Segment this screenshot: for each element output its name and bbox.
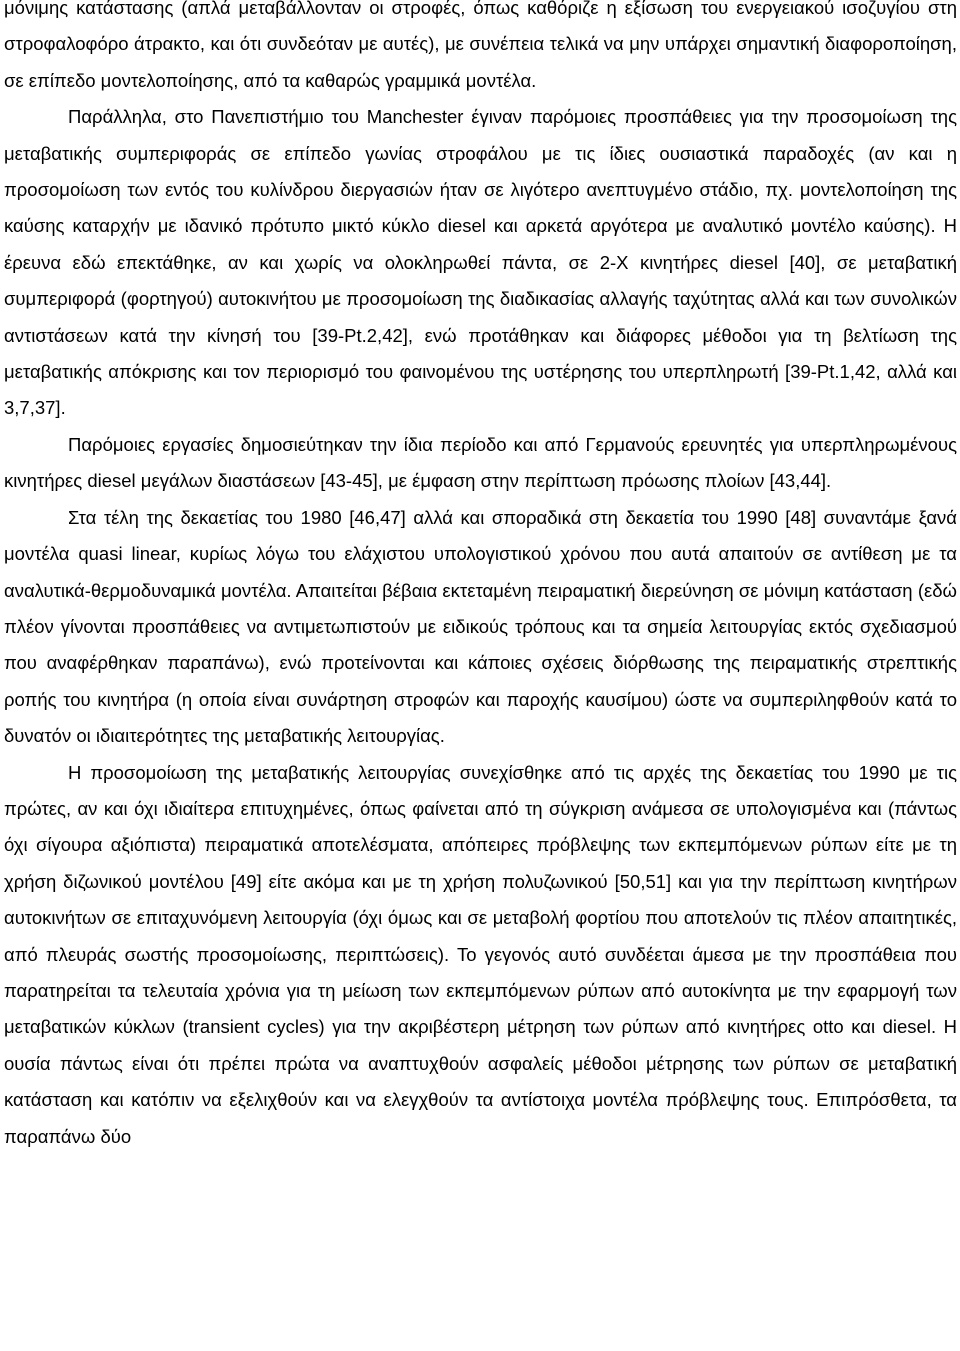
paragraph-1: μόνιμης κατάστασης (απλά μεταβάλλονταν οι στροφές, όπως καθόριζε η εξίσωση του ενεργειακού ισοζυγίου στη στροφαλοφόρο άτρακτο, και ότι συνδεόταν με αυτές), με συνέπεια τελικά να μην υπάρχει σημαντική διαφοροποίηση, σε επίπεδο μοντελοποίησης, από τα καθαρώς γραμμικά μοντέλα.	[4, 0, 957, 91]
paragraph-2: Παράλληλα, στο Πανεπιστήμιο του Manchester έγιναν παρόμοιες προσπάθειες για την προσομοίωση της μεταβατικής συμπεριφοράς σε επίπεδο γωνίας στροφάλου με τις ίδιες ουσιαστικά παραδοχές (αν και η προσομοίωση των εντός του κυλίνδρου διεργασιών ήταν σε λιγότερο ανεπτυγμένο στάδιο, πχ. μοντελοποίηση της καύσης καταρχήν με ιδανικό πρότυπο μικτό κύκλο diesel και αρκετά αργότερα με αναλυτικό μοντέλο καύσης). Η έρευνα εδώ επεκτάθηκε, αν και χωρίς να ολοκληρωθεί πάντα, σε 2-Χ κινητήρες diesel [40], σε μεταβατική συμπεριφορά (φορτηγού) αυτοκινήτου με προσομοίωση της διαδικασίας αλλαγής ταχύτητας αλλά και των συνολικών αντιστάσεων κατά την κίνησή του [39-Pt.2,42], ενώ προτάθηκαν και διάφορες μέθοδοι για τη βελτίωση της μεταβατικής απόκρισης και τον περιορισμό του φαινομένου της υστέρησης του υπερπληρωτή [39-Pt.1,42, αλλά και 3,7,37].	[4, 106, 957, 419]
paragraph-3: Παρόμοιες εργασίες δημοσιεύτηκαν την ίδια περίοδο και από Γερμανούς ερευνητές για υπερπληρωμένους κινητήρες diesel μεγάλων διαστάσεων [43-45], με έμφαση στην περίπτωση πρόωσης πλοίων [43,44].	[4, 433, 957, 492]
paragraph-4: Στα τέλη της δεκαετίας του 1980 [46,47] αλλά και σποραδικά στη δεκαετία του 1990 [48] συναντάμε ξανά μοντέλα quasi linear, κυρίως λόγω του ελάχιστου υπολογιστικού χρόνου που αυτά απαιτούν σε αντίθεση με τα αναλυτικά-θερμοδυναμικά μοντέλα. Απαιτείται βέβαια εκτεταμένη πειραματική διερεύνηση σε μόνιμη κατάσταση (εδώ πλέον γίνονται προσπάθειες να αντιμετωπιστούν με ειδικούς τρόπους και τα σημεία λειτουργίας εκτός σχεδιασμού που αναφέρθηκαν παραπάνω), ενώ προτείνονται και κάποιες σχέσεις διόρθωσης της πειραματικής στρεπτικής ροπής του κινητήρα (η οποία είναι συνάρτηση στροφών και παροχής καυσίμου) ώστε να συμπεριληφθούν κατά το δυνατόν οι ιδιαιτερότητες της μεταβατικής λειτουργίας.	[4, 506, 957, 747]
paragraph-5: Η προσομοίωση της μεταβατικής λειτουργίας συνεχίσθηκε από τις αρχές της δεκαετίας του 1990 με τις πρώτες, αν και όχι ιδιαίτερα επιτυχημένες, όπως φαίνεται από τη σύγκριση ανάμεσα σε υπολογισμένα και (πάντως όχι σίγουρα αξιόπιστα) πειραματικά αποτελέσματα, απόπειρες πρόβλεψης των εκπεμπόμενων ρύπων είτε με τη χρήση διζωνικού μοντέλου [49] είτε ακόμα και με τη χρήση πολυζωνικού [50,51] και για την περίπτωση κινητήρων αυτοκινήτων σε επιταχυνόμενη λειτουργία (όχι όμως και σε μεταβολή φορτίου που αποτελούν τις πλέον απαιτητικές, από πλευράς σωστής προσομοίωσης, περιπτώσεις). Το γεγονός αυτό συνδέεται άμεσα με την προσπάθεια που παρατηρείται τα τελευταία χρόνια για τη μείωση των εκπεμπόμενων ρύπων από αυτοκίνητα με την εφαρμογή των μεταβατικών κύκλων (transient cycles) για την ακριβέστερη μέτρηση των ρύπων από κινητήρες otto και diesel. Η ουσία πάντως είναι ότι πρέπει πρώτα να αναπτυχθούν ασφαλείς μέθοδοι μέτρησης των ρύπων σε μεταβατική κατάσταση και κατόπιν να εξελιχθούν και να ελεγχθούν τα αντίστοιχα μοντέλα πρόβλεψης τους. Επιπρόσθετα, τα παραπάνω δύο	[4, 761, 957, 1147]
